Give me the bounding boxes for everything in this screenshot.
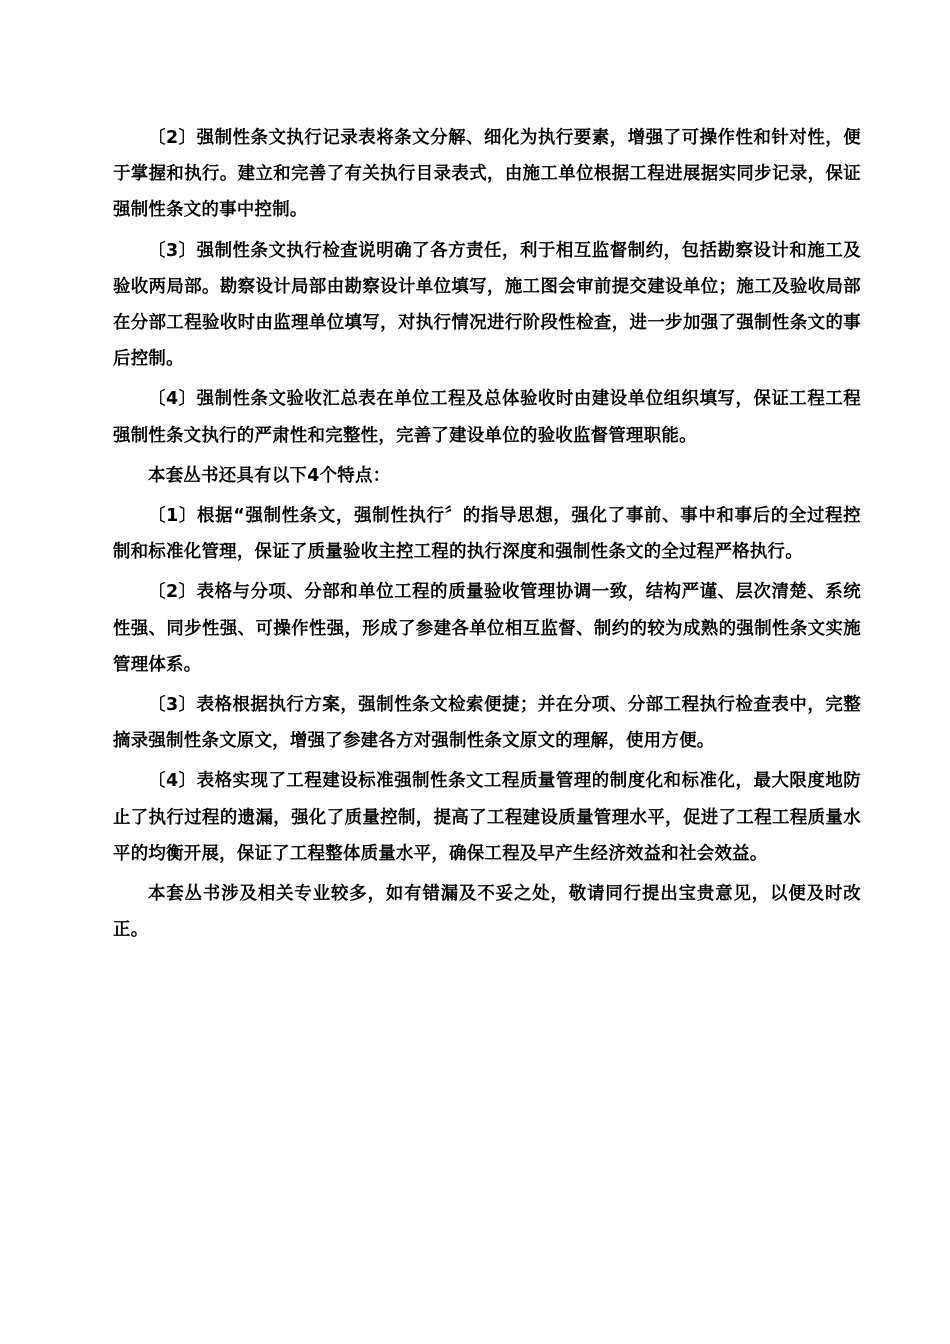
paragraph-feature-4: 〔4〕表格实现了工程建设标准强制性条文工程质量管理的制度化和标准化，最大限度地防止了执行过程的遗漏，强化了质量控制，提高了工程建设质量管理水平，促进了工程工程质量水平的均衡开展，保证了工程整体质量水平，确保工程及早产生经济效益和社会效益。 [113, 771, 861, 864]
paragraph-closing-note: 本套丛书涉及相关专业较多，如有错漏及不妥之处，敬请同行提出宝贵意见，以便及时改正。 [113, 884, 861, 941]
paragraph-feature-2: 〔2〕表格与分项、分部和单位工程的质量验收管理协调一致，结构严谨、层次清楚、系统性强、同步性强、可操作性强，形成了参建各单位相互监督、制约的较为成熟的强制性条文实施管理体系。 [113, 582, 861, 675]
paragraph-item-2-record-table: 〔2〕强制性条文执行记录表将条文分解、细化为执行要素，增强了可操作性和针对性，便于掌握和执行。建立和完善了有关执行目录表式，由施工单位根据工程进展据实同步记录，保证强制性条文的事中控制。 [113, 128, 861, 221]
paragraph-feature-1: 〔1〕根据“强制性条文，强制性执行〞的指导思想，强化了事前、事中和事后的全过程控制和标准化管理，保证了质量验收主控工程的执行深度和强制性条文的全过程严格执行。 [113, 506, 861, 563]
paragraph-item-3-inspection-notes: 〔3〕强制性条文执行检查说明确了各方责任，利于相互监督制约，包括勘察设计和施工及验收两局部。勘察设计局部由勘察设计单位填写，施工图会审前提交建设单位；施工及验收局部在分部工程验收时由监理单位填写，对执行情况进行阶段性检查，进一步加强了强制性条文的事后控制。 [113, 240, 861, 370]
document-body [113, 120, 861, 952]
paragraph-item-4-acceptance-summary: 〔4〕强制性条文验收汇总表在单位工程及总体验收时由建设单位组织填写，保证工程工程强制性条文执行的严肃性和完整性，完善了建设单位的验收监督管理职能。 [113, 389, 861, 446]
paragraph-feature-3: 〔3〕表格根据执行方案，强制性条文检索便捷；并在分项、分部工程执行检查表中，完整摘录强制性条文原文，增强了参建各方对强制性条文原文的理解，使用方便。 [113, 695, 861, 752]
paragraph-features-intro: 本套丛书还具有以下4个特点： [148, 465, 391, 486]
